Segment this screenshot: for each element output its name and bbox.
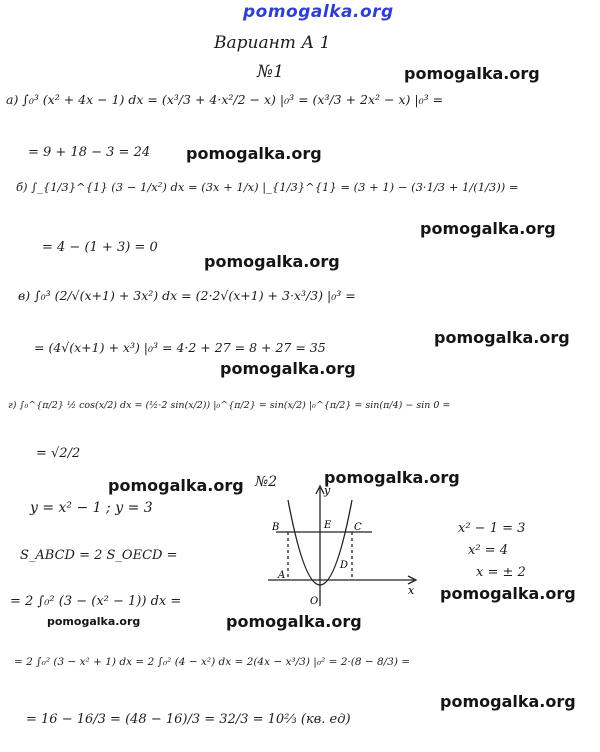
side-equation-2: x² = 4 (468, 543, 508, 558)
solution-b-line-1: б) ∫_{1/3}^{1} (3 − 1/x²) dx = (3x + 1/x) |_{1/3}^{1} = (3 + 1) − (3·1/3 + 1/(1/3)) = (16, 180, 519, 194)
watermark-top: pomogalka.org (243, 2, 394, 22)
side-equation-3: x = ± 2 (476, 565, 526, 580)
point-b-label: B (272, 522, 280, 533)
watermark: pomogalka.org (440, 692, 576, 711)
origin-label: O (310, 596, 319, 607)
y-axis-label: y (324, 484, 331, 497)
solution-a-line-1: а) ∫₀³ (x² + 4x − 1) dx = (x³/3 + 4·x²/2 − x) |₀³ = (x³/3 + 2x² − x) |₀³ = (6, 92, 444, 107)
parabola-graph (262, 480, 422, 610)
solution-v-line-2: = (4√(x+1) + x³) |₀³ = 4·2 + 27 = 8 + 27 = 35 (34, 340, 326, 355)
watermark: pomogalka.org (108, 476, 244, 495)
solution-g-line-1: г) ∫₀^{π/2} ½ cos(x/2) dx = (½·2 sin(x/2)) |₀^{π/2} = sin(x/2) |₀^{π/2} = sin(π/4) − sin 0 = (8, 400, 451, 411)
task-2-line-1: = 2 ∫₀² (3 − (x² − 1)) dx = (10, 594, 182, 609)
task-2-line-3: = 16 − 16/3 = (48 − 16)/3 = 32/3 = 10⅔ (кв. ед) (26, 712, 351, 727)
point-e-label: E (324, 520, 332, 531)
task-1-heading: №1 (257, 62, 284, 82)
point-a-label: A (278, 570, 286, 581)
solution-g-line-2: = √2/2 (36, 446, 81, 461)
watermark: pomogalka.org (434, 328, 570, 347)
task-2-line-2: = 2 ∫₀² (3 − x² + 1) dx = 2 ∫₀² (4 − x²) dx = 2(4x − x³/3) |₀² = 2·(8 − 8/3) = (14, 656, 411, 668)
solution-b-line-2: = 4 − (1 + 3) = 0 (42, 240, 158, 255)
watermark: pomogalka.org (204, 252, 340, 271)
watermark: pomogalka.org (324, 468, 460, 487)
watermark: pomogalka.org (440, 584, 576, 603)
watermark: pomogalka.org (226, 612, 362, 631)
watermark: pomogalka.org (220, 359, 356, 378)
task-2-heading: №2 (255, 474, 278, 490)
watermark: pomogalka.org (186, 144, 322, 163)
point-c-label: C (354, 522, 362, 533)
x-axis-label: x (408, 584, 415, 597)
solution-v-line-1: в) ∫₀³ (2/√(x+1) + 3x²) dx = (2·2√(x+1) + 3·x³/3) |₀³ = (18, 288, 356, 303)
watermark: pomogalka.org (404, 64, 540, 83)
watermark: pomogalka.org (47, 615, 141, 628)
side-equation-1: x² − 1 = 3 (458, 521, 526, 536)
solution-a-line-2: = 9 + 18 − 3 = 24 (28, 145, 151, 160)
point-d-label: D (340, 560, 349, 571)
variant-heading: Вариант А 1 (214, 33, 331, 53)
task-2-system: y = x² − 1 ; y = 3 (30, 500, 153, 516)
task-2-area: S_ABCD = 2 S_OECD = (20, 548, 178, 563)
watermark: pomogalka.org (420, 219, 556, 238)
